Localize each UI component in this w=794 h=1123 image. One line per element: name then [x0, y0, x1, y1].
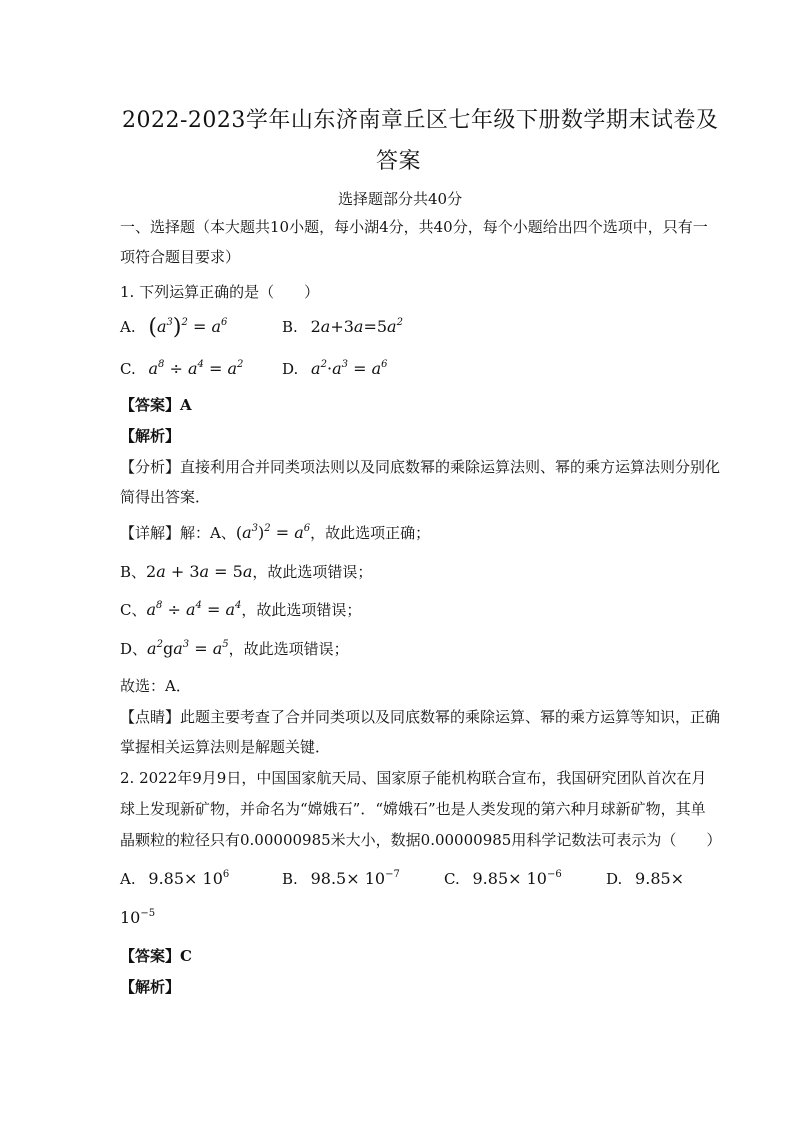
- q1-answer: 【答案】A: [120, 396, 192, 414]
- q1-detail-c-formula: $a^8 \div a^4 = a^4$: [146, 600, 242, 619]
- q1-detail-a-suffix: ，故此选项正确；: [310, 524, 431, 542]
- q2-option-d-formula-part-2: $10^{-5}$: [120, 908, 156, 927]
- q2-option-b-formula: $98.5\times 10^{-7}$: [310, 869, 400, 888]
- q2-option-c-label: C.: [444, 870, 460, 888]
- q1-detail-d-formula: $a^2ga^3 = a^5$: [147, 639, 229, 658]
- q2-option-a-formula: $9.85\times 10^6$: [148, 869, 230, 888]
- q1-detail-c: [120, 599, 361, 621]
- q1-option-b-label: B.: [282, 318, 298, 336]
- document-title-line-1: 2022-2023学年山东济南章丘区七年级下册数学期末试卷及: [122, 108, 719, 133]
- question-2-stem-line-3: 晶颗粒的粒径只有0.00000985米大小，数据0.00000985用科学记数法可表示为（ ）: [120, 831, 722, 849]
- q1-analysis-label: 【解析】: [120, 427, 181, 445]
- q1-option-d: [282, 358, 387, 380]
- q1-detail-b-suffix: ，故此选项错误；: [252, 563, 373, 581]
- q1-option-b: [282, 316, 403, 338]
- q2-option-d: [606, 868, 684, 890]
- q1-detail-a-prefix: 【详解】解：A、: [120, 524, 236, 542]
- q1-comment-line-2: 掌握相关运算法则是解题关键．: [120, 738, 331, 756]
- question-2-stem-line-1: 2. 2022年9月9日，中国国家航天局、国家原子能机构联合宣布，我国研究团队首次在月: [120, 769, 707, 787]
- q1-option-c-label: C.: [120, 360, 136, 378]
- q1-option-b-formula: $2a+3a=5a^2$: [310, 317, 403, 336]
- q2-option-d-formula-part-1: 9.85×: [635, 869, 685, 888]
- q1-fenxi-line-2: 简得出答案．: [120, 488, 211, 506]
- q1-option-a-formula: $(a^3)^2 = a^6$: [148, 315, 228, 340]
- q2-option-c-formula: $9.85\times 10^{-6}$: [472, 869, 562, 888]
- q1-option-c: [120, 358, 243, 380]
- q2-answer: 【答案】C: [120, 947, 192, 965]
- q1-detail-c-suffix: ，故此选项错误；: [241, 601, 362, 619]
- document-title-line-2: 答案: [376, 149, 422, 174]
- q1-detail-b: [120, 561, 372, 583]
- q1-detail-a: [120, 522, 430, 544]
- instructions-line-1: 一、选择题（本大题共10小题，每小湖4分，共40分，每个小题给出四个选项中，只有一: [120, 218, 708, 236]
- q1-detail-d: [120, 638, 349, 660]
- q1-detail-d-prefix: D、: [120, 640, 148, 658]
- q1-choose: 故选：A．: [120, 677, 191, 695]
- q2-option-a: [120, 868, 229, 890]
- q1-option-a: [120, 316, 227, 339]
- q2-option-b: [282, 868, 400, 890]
- q1-option-d-label: D.: [282, 360, 299, 378]
- q2-option-a-label: A.: [120, 870, 136, 888]
- q1-detail-c-prefix: C、: [120, 601, 147, 619]
- q1-comment-line-1: 【点睛】此题主要考查了合并同类项以及同底数幂的乘除运算、幂的乘方运算等知识，正确: [120, 708, 721, 726]
- section-header: 选择题部分共40分: [338, 190, 463, 208]
- q2-option-d-continued: [120, 907, 155, 929]
- q1-option-c-formula: $a^8 \div a^4 = a^2$: [148, 359, 244, 378]
- q2-option-c: [444, 868, 562, 890]
- q2-analysis-label: 【解析】: [120, 978, 181, 996]
- question-1-stem: 1. 下列运算正确的是（ ）: [120, 283, 320, 301]
- q1-option-a-label: A.: [120, 318, 136, 336]
- q2-option-b-label: B.: [282, 870, 298, 888]
- q1-option-d-formula: $a^2\cdot a^3 = a^6$: [311, 359, 388, 378]
- q2-option-d-label: D.: [606, 870, 623, 888]
- q1-detail-a-formula: $(a^3)^2 = a^6$: [235, 523, 311, 542]
- instructions-line-2: 项符合题目要求）: [120, 248, 241, 266]
- question-2-stem-line-2: 球上发现新矿物，并命名为“嫦娥石”．“嫦娥石”也是人类发现的第六种月球新矿物，其单: [120, 800, 706, 818]
- q1-detail-b-prefix: B、: [120, 563, 147, 581]
- q1-detail-b-formula: 2a + 3a = 5a: [146, 562, 253, 581]
- q1-detail-d-suffix: ，故此选项错误；: [228, 640, 349, 658]
- q1-fenxi-line-1: 【分析】直接利用合并同类项法则以及同底数幂的乘除运算法则、幂的乘方运算法则分别化: [120, 458, 721, 476]
